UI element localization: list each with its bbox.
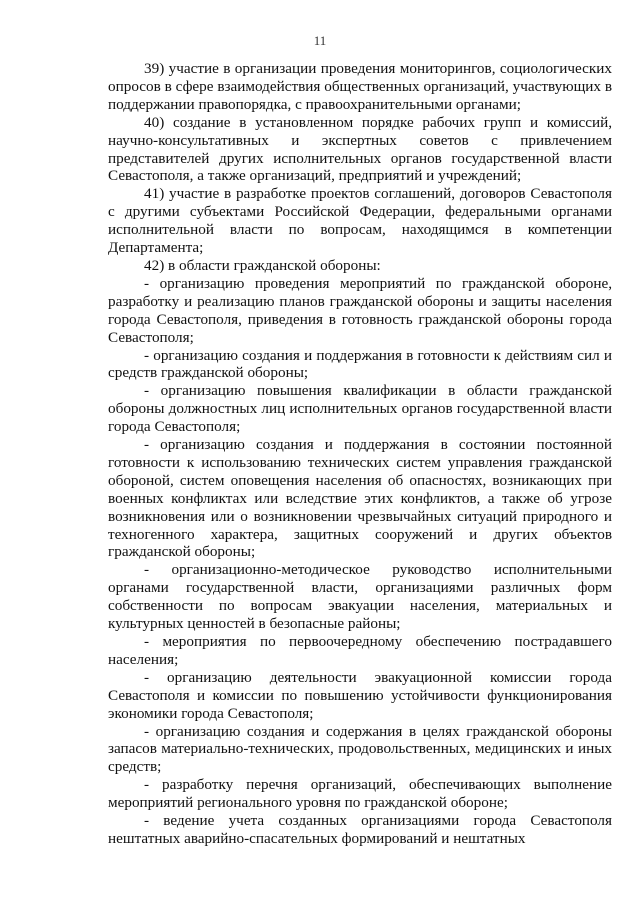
list-item: - организацию создания и поддержания в готовности к действиям сил и средств гражданской обороны; <box>108 346 612 382</box>
list-item: - мероприятия по первоочередному обеспечению пострадавшего населения; <box>108 633 612 668</box>
paragraph-item-42-heading: 42) в области гражданской обороны: <box>144 256 381 274</box>
list-item: - разработку перечня организаций, обеспечивающих выполнение мероприятий регионального уровня по гражданской обороне; <box>108 776 612 812</box>
list-item: - организацию создания и содержания в целях гражданской обороны запасов материально-технических, продовольственных, медицинских и иных средств; <box>108 722 612 776</box>
paragraph-item-39: 39) участие в организации проведения мониторингов, социологических опросов в сфере взаимодействия общественных организаций, участвующих в поддержании правопорядка, с правоохранительными органами; <box>108 60 612 113</box>
list-item: - ведение учета созданных организациями города Севастополя нештатных аварийно-спасательных формирований и нештатных <box>108 812 612 847</box>
document-body <box>108 60 612 848</box>
page-number: 11 <box>313 33 327 48</box>
list-item: - организационно-методическое руководство исполнительными органами государственной власти, организациями различных форм собственности по вопросам эвакуации населения, материальных и культурных ценностей в безопасные районы; <box>108 561 612 633</box>
paragraph-item-40: 40) создание в установленном порядке рабочих групп и комиссий, научно-консультативных и экспертных советов с привлечением представителей других исполнительных органов государственной власти Севастополя, а также организаций, предприятий и учреждений; <box>108 113 612 185</box>
list-item: - организацию повышения квалификации в области гражданской обороны должностных лиц исполнительных органов государственной власти города Севастополя; <box>108 382 612 436</box>
list-item: - организацию деятельности эвакуационной комиссии города Севастополя и комиссии по повышению устойчивости функционирования экономики города Севастополя; <box>108 668 612 722</box>
list-item: - организацию создания и поддержания в состоянии постоянной готовности к использованию технических систем управления гражданской обороной, систем оповещения населения об опасностях, возникающих при военных конфликтах или вследствие этих конфликтов, а также об угрозе возникновения или о возникновении чрезвычайных ситуаций природного и техногенного характера, защитных сооружений и других объектов гражданской обороны; <box>108 436 612 561</box>
list-item: - организацию проведения мероприятий по гражданской обороне, разработку и реализацию планов гражданской обороны и защиты населения города Севастополя, приведения в готовность гражданской обороны города Севастополя; <box>108 274 612 346</box>
paragraph-item-41: 41) участие в разработке проектов соглашений, договоров Севастополя с другими субъектами Российской Федерации, федеральными органами исполнительной власти по вопросам, находящимся в компетенции Департамента; <box>108 185 612 257</box>
